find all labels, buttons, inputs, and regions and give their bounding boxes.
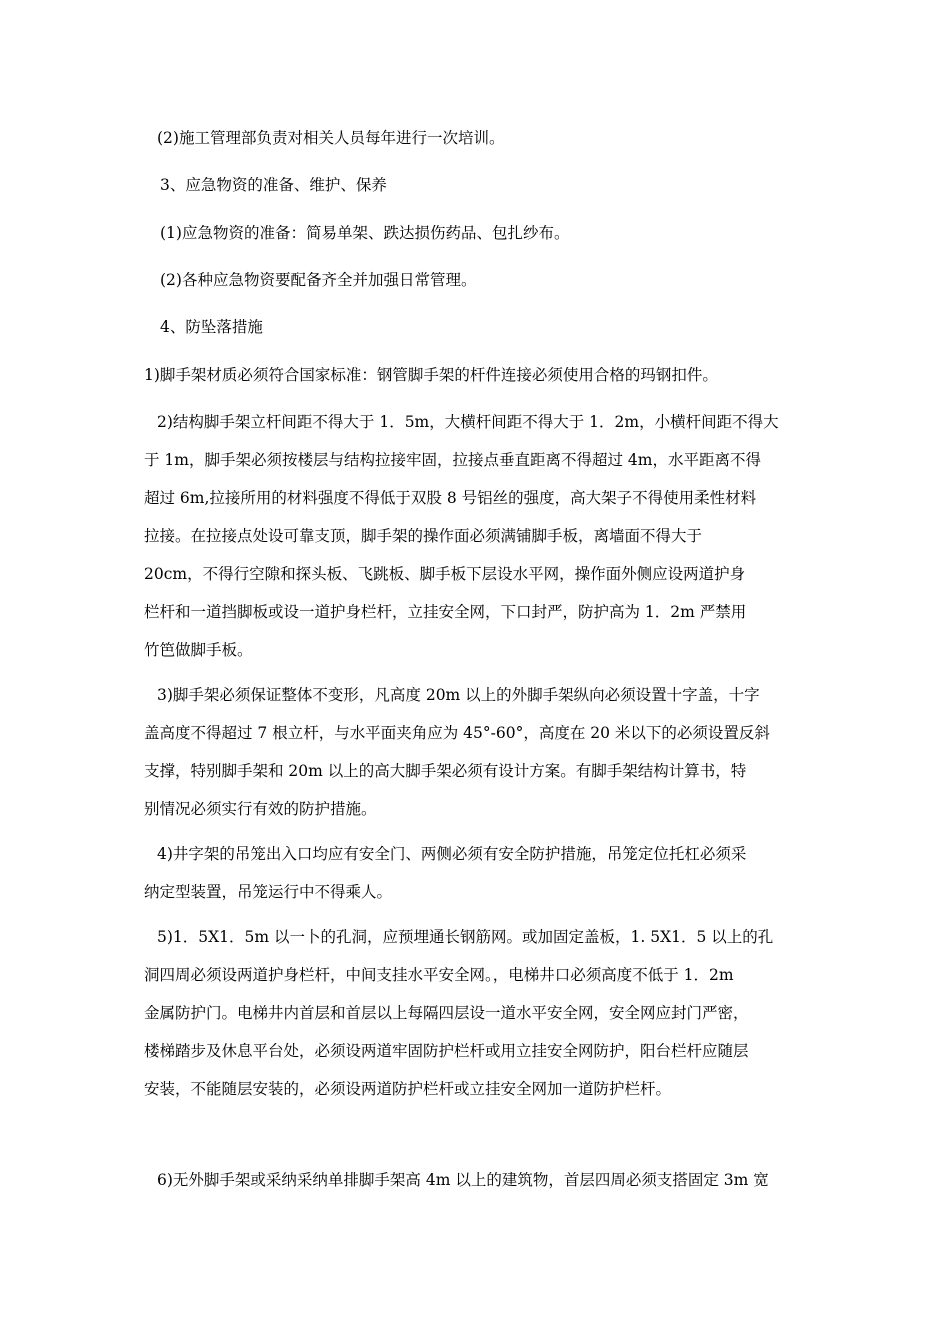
text-line: 超过 6m,拉接所用的材料强度不得低于双股 8 号铝丝的强度，高大架子不得使用柔性材料 <box>144 489 757 507</box>
text-line: 2)结构脚手架立杆间距不得大于 1．5m，大横杆间距不得大于 1．2m，小横杆间距不得大 <box>157 413 779 431</box>
text-line: 6)无外脚手架或采纳采纳单排脚手架高 4m 以上的建筑物，首层四周必须支搭固定 3m 宽 <box>157 1171 769 1189</box>
text-line: 5)1．5X1．5m 以一卜的孔洞，应预埋通长钢筋网。或加固定盖板，1. 5X1．5 以上的孔 <box>157 928 774 946</box>
text-line: (1)应急物资的准备：简易单架、跌达损伤药品、包扎纱布。 <box>160 224 570 242</box>
text-line: (2)各种应急物资要配备齐全并加强日常管理。 <box>160 271 477 289</box>
text-line: 1)脚手架材质必须符合国家标准：钢管脚手架的杆件连接必须使用合格的玛钢扣件。 <box>144 366 718 384</box>
text-line: 安装，不能随层安装的，必须设两道防护栏杆或立挂安全网加一道防护栏杆。 <box>144 1080 672 1098</box>
text-line: 支撑，特别脚手架和 20m 以上的高大脚手架必须有设计方案。有脚手架结构计算书，特 <box>144 762 747 780</box>
text-line: 于 1m，脚手架必须按楼层与结构拉接牢固，拉接点垂直距离不得超过 4m，水平距离不得 <box>144 451 761 469</box>
text-line: 拉接。在拉接点处设可靠支顶，脚手架的操作面必须满铺脚手板，离墙面不得大于 <box>144 527 703 545</box>
text-line: 20cm，不得行空隙和探头板、飞跳板、脚手板下层设水平网，操作面外侧应设两道护身 <box>144 565 746 583</box>
section-heading: 3、应急物资的准备、维护、保养 <box>160 176 387 194</box>
section-heading: 4、防坠落措施 <box>160 318 263 336</box>
text-line: 盖高度不得超过 7 根立杆，与水平面夹角应为 45°-60°，高度在 20 米以下的必须设置反斜 <box>144 724 770 742</box>
text-line: 楼梯踏步及休息平台处，必须设两道牢固防护栏杆或用立挂安全网防护，阳台栏杆应随层 <box>144 1042 749 1060</box>
text-line: 栏杆和一道挡脚板或设一道护身栏杆，立挂安全网，下口封严，防护高为 1．2m 严禁用 <box>144 603 747 621</box>
text-line: 4)井字架的吊笼出入口均应有安全门、两侧必须有安全防护措施，吊笼定位托杠必须采 <box>157 845 747 863</box>
text-line: 3)脚手架必须保证整体不变形，凡高度 20m 以上的外脚手架纵向必须设置十字盖，十字 <box>157 686 760 704</box>
text-line: 别情况必须实行有效的防护措施。 <box>144 800 377 818</box>
text-line: 金属防护门。电梯井内首层和首层以上每隔四层设一道水平安全网，安全网应封门严密， <box>144 1004 749 1022</box>
text-line: (2)施工管理部负责对相关人员每年进行一次培训。 <box>157 129 505 147</box>
text-line: 纳定型装置，吊笼运行中不得乘人。 <box>144 883 393 901</box>
text-line: 洞四周必须设两道护身栏杆，中间支挂水平安全网。，电梯井口必须高度不低于 1．2m <box>144 966 734 984</box>
text-line: 竹笆做脚手板。 <box>144 641 253 659</box>
